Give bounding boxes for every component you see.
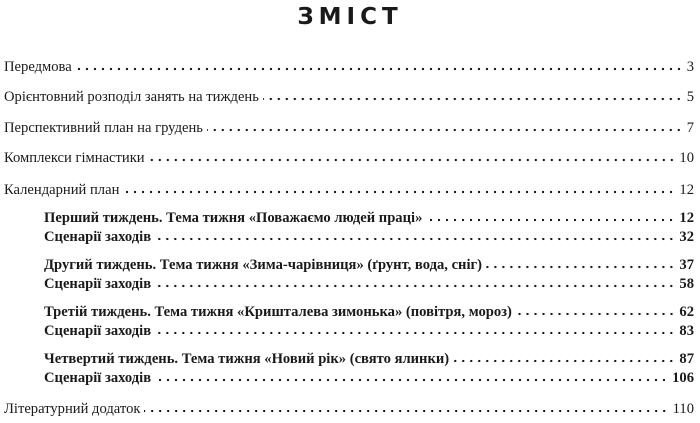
toc-entry-page: 83 bbox=[679, 323, 694, 339]
dot-leader bbox=[453, 359, 675, 365]
dot-leader bbox=[155, 378, 668, 384]
toc-entry-page: 87 bbox=[679, 351, 694, 367]
toc-entry-week-2-scenarios[interactable] bbox=[44, 274, 694, 294]
toc-entry-week-3[interactable] bbox=[44, 302, 694, 322]
toc-entry-page: 12 bbox=[679, 210, 694, 226]
dot-leader bbox=[263, 97, 683, 103]
toc-entry-december-plan[interactable] bbox=[4, 118, 694, 138]
dot-leader bbox=[76, 67, 683, 73]
toc-entry-week-1-scenarios[interactable] bbox=[44, 227, 694, 247]
toc-entry-page: 62 bbox=[679, 304, 694, 320]
toc-entry-page: 110 bbox=[672, 401, 694, 417]
toc-entry-week-4-scenarios[interactable] bbox=[44, 368, 694, 388]
toc-entry-label: Орієнтовний розподіл занять на тиждень bbox=[4, 89, 259, 105]
toc-entry-label: Сценарії заходів bbox=[44, 370, 152, 386]
dot-leader bbox=[155, 284, 675, 290]
toc-entry-label: Сценарії заходів bbox=[44, 276, 152, 292]
dot-leader bbox=[486, 265, 675, 271]
toc-entry-label: Другий тиждень. Тема тижня «Зима-чарівниця» (ґрунт, вода, сніг) bbox=[44, 257, 482, 273]
toc-entry-preface[interactable] bbox=[4, 57, 694, 77]
toc-entry-calendar-plan[interactable] bbox=[4, 180, 694, 200]
toc-entry-label: Третій тиждень. Тема тижня «Кришталева зимонька» (повітря, мороз) bbox=[44, 304, 512, 320]
dot-leader bbox=[207, 128, 683, 134]
toc-entry-label: Календарний план bbox=[4, 182, 120, 198]
toc-entry-label: Перспективний план на грудень bbox=[4, 120, 203, 136]
toc-entry-page: 32 bbox=[679, 229, 694, 245]
toc-entry-page: 7 bbox=[686, 120, 694, 136]
dot-leader bbox=[123, 190, 675, 196]
dot-leader bbox=[149, 158, 676, 164]
toc-entry-label: Комплекси гімнастики bbox=[4, 150, 145, 166]
toc-entry-week-4[interactable] bbox=[44, 349, 694, 369]
toc-entry-weekly-schedule[interactable] bbox=[4, 87, 694, 107]
dot-leader bbox=[516, 312, 676, 318]
toc-entry-label: Перший тиждень. Тема тижня «Поважаємо людей праці» bbox=[44, 210, 423, 226]
toc-entry-gymnastics[interactable] bbox=[4, 148, 694, 168]
toc-entry-label: Передмова bbox=[4, 59, 72, 75]
toc-entry-week-2[interactable] bbox=[44, 255, 694, 275]
toc-entry-page: 58 bbox=[679, 276, 694, 292]
toc-entry-label: Сценарії заходів bbox=[44, 229, 152, 245]
dot-leader bbox=[155, 331, 675, 337]
dot-leader bbox=[155, 237, 675, 243]
toc-entry-label: Четвертий тиждень. Тема тижня «Новий рік» (свято ялинки) bbox=[44, 351, 450, 367]
toc-entry-literary-appendix[interactable] bbox=[4, 399, 694, 419]
toc-entry-page: 3 bbox=[686, 59, 694, 75]
dot-leader bbox=[426, 218, 675, 224]
toc-entry-label: Літературний додаток bbox=[4, 401, 141, 417]
toc-entry-page: 37 bbox=[679, 257, 694, 273]
toc-entry-label: Сценарії заходів bbox=[44, 323, 152, 339]
toc-entry-page: 12 bbox=[679, 182, 694, 198]
toc-entry-week-1[interactable] bbox=[44, 208, 694, 228]
dot-leader bbox=[144, 409, 668, 415]
page-title: ЗМІСТ bbox=[297, 4, 403, 30]
toc-entry-page: 10 bbox=[679, 150, 694, 166]
toc-entry-page: 5 bbox=[686, 89, 694, 105]
toc-entry-page: 106 bbox=[672, 370, 694, 386]
toc-entry-week-3-scenarios[interactable] bbox=[44, 321, 694, 341]
